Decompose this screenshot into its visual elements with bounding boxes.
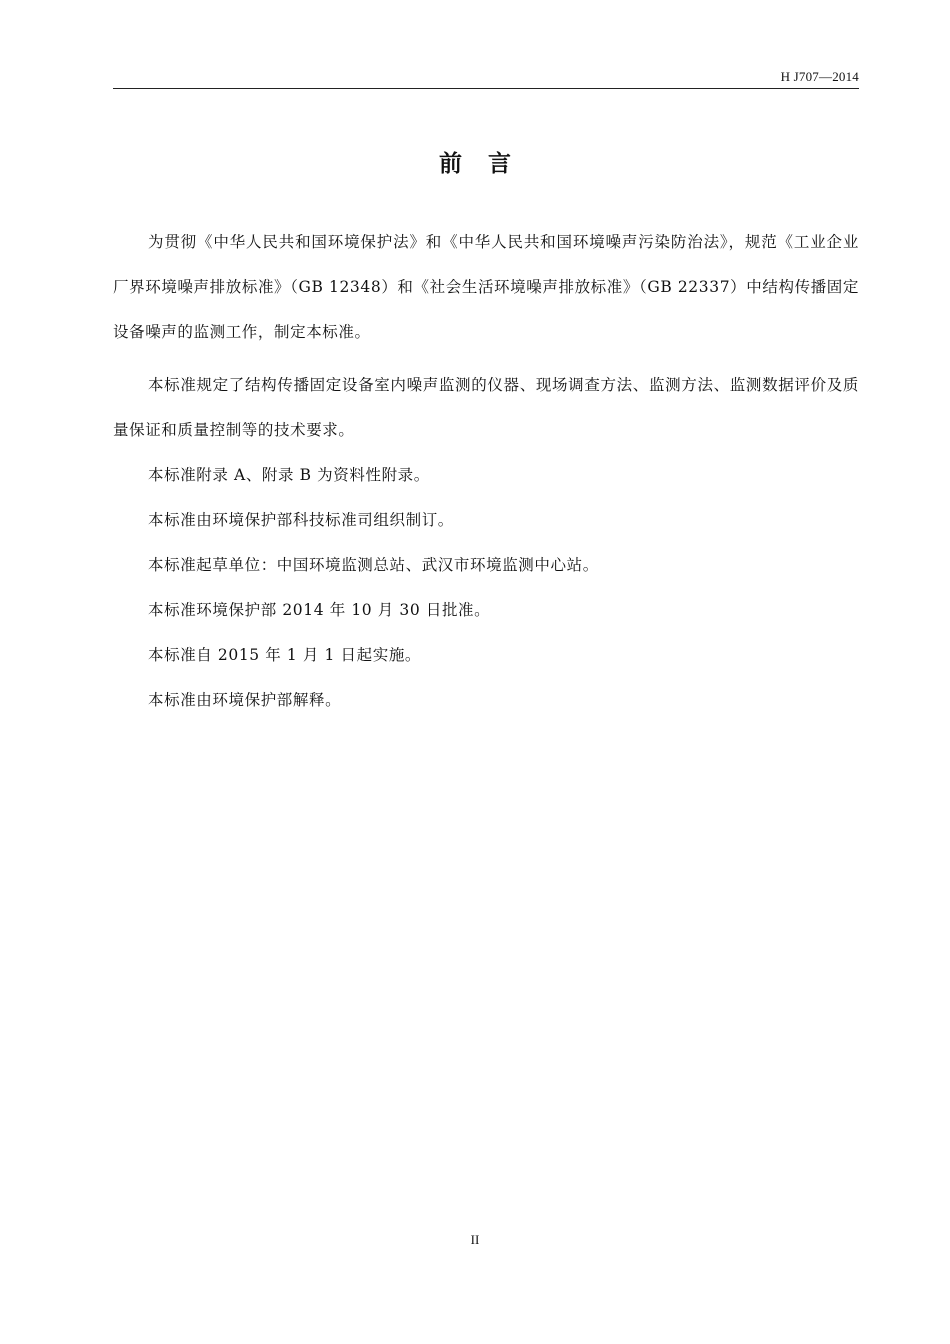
preface-body (113, 220, 859, 723)
paragraph-approval: 本标准环境保护部 2014 年 10 月 30 日批准。 (148, 601, 491, 619)
standard-code: H J707—2014 (780, 69, 859, 84)
page-title: 前言 (439, 151, 537, 177)
header-rule (113, 88, 859, 89)
paragraph-purpose: 为贯彻《中华人民共和国环境保护法》和《中华人民共和国环境噪声污染防治法》，规范《工业企业厂界环境噪声排放标准》（GB 12348）和《社会生活环境噪声排放标准》（GB 22337）中结构传播固定设备噪声的监测工作，制定本标准。 (113, 233, 859, 341)
page-number: II (470, 1232, 480, 1247)
paragraph-effective-date: 本标准自 2015 年 1 月 1 日起实施。 (148, 646, 422, 664)
paragraph-scope: 本标准规定了结构传播固定设备室内噪声监测的仪器、现场调查方法、监测方法、监测数据评价及质量保证和质量控制等的技术要求。 (113, 376, 859, 439)
paragraph-organizer: 本标准由环境保护部科技标准司组织制订。 (148, 511, 454, 529)
paragraph-interpretation: 本标准由环境保护部解释。 (148, 691, 342, 709)
paragraph-drafters: 本标准起草单位：中国环境监测总站、武汉市环境监测中心站。 (148, 556, 599, 574)
paragraph-appendix: 本标准附录 A、附录 B 为资料性附录。 (148, 466, 430, 484)
